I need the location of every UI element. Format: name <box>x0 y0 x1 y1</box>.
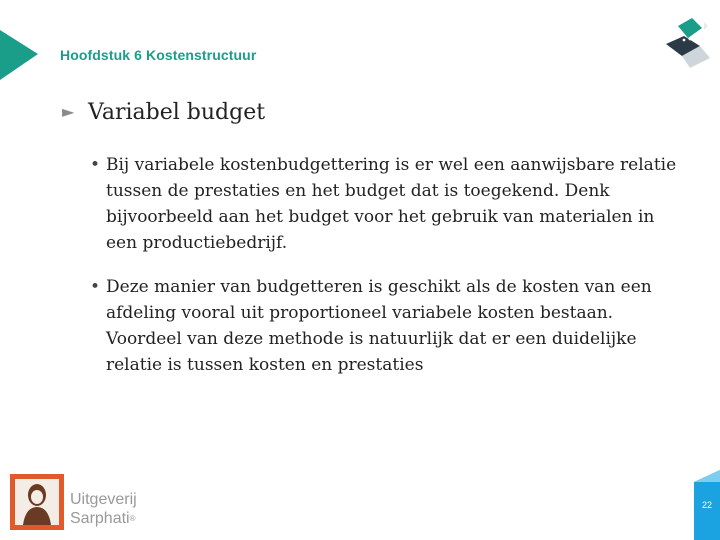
logo-portrait <box>15 479 59 525</box>
publisher-line2: Sarphati <box>70 510 130 527</box>
portrait-icon <box>15 479 59 525</box>
bullet-list <box>90 152 690 396</box>
page-number: 22 <box>701 500 712 510</box>
bullet-item: • Bij variabele kostenbudgettering is er wel een aanwijsbare relatie tussen de prestaties en het budget dat is toegekend. Denk bijvoorbeeld aan het budget voor het gebruik van materialen in een productiebedrijf. <box>90 152 690 256</box>
slide-heading <box>62 100 265 125</box>
chapter-title: Hoofdstuk 6 Kostenstructuur <box>60 47 257 63</box>
registered-mark: ® <box>129 514 136 523</box>
triangle-bullet-icon: ► <box>62 102 75 121</box>
publisher-line1: Uitgeverij <box>70 491 137 508</box>
teal-triangle-accent <box>0 30 40 82</box>
bullet-item: • Deze manier van budgetteren is geschikt als de kosten van een afdeling vooral uit proportioneel variabele kosten bestaan. Voordeel van deze methode is natuurlijk dat er een duidelijke relatie is tussen kosten en prestaties <box>90 274 690 378</box>
publisher-name <box>70 490 137 528</box>
publisher-logo <box>10 474 64 530</box>
slide-heading-text: Variabel budget <box>88 100 266 125</box>
corner-decoration-icon <box>660 18 720 80</box>
